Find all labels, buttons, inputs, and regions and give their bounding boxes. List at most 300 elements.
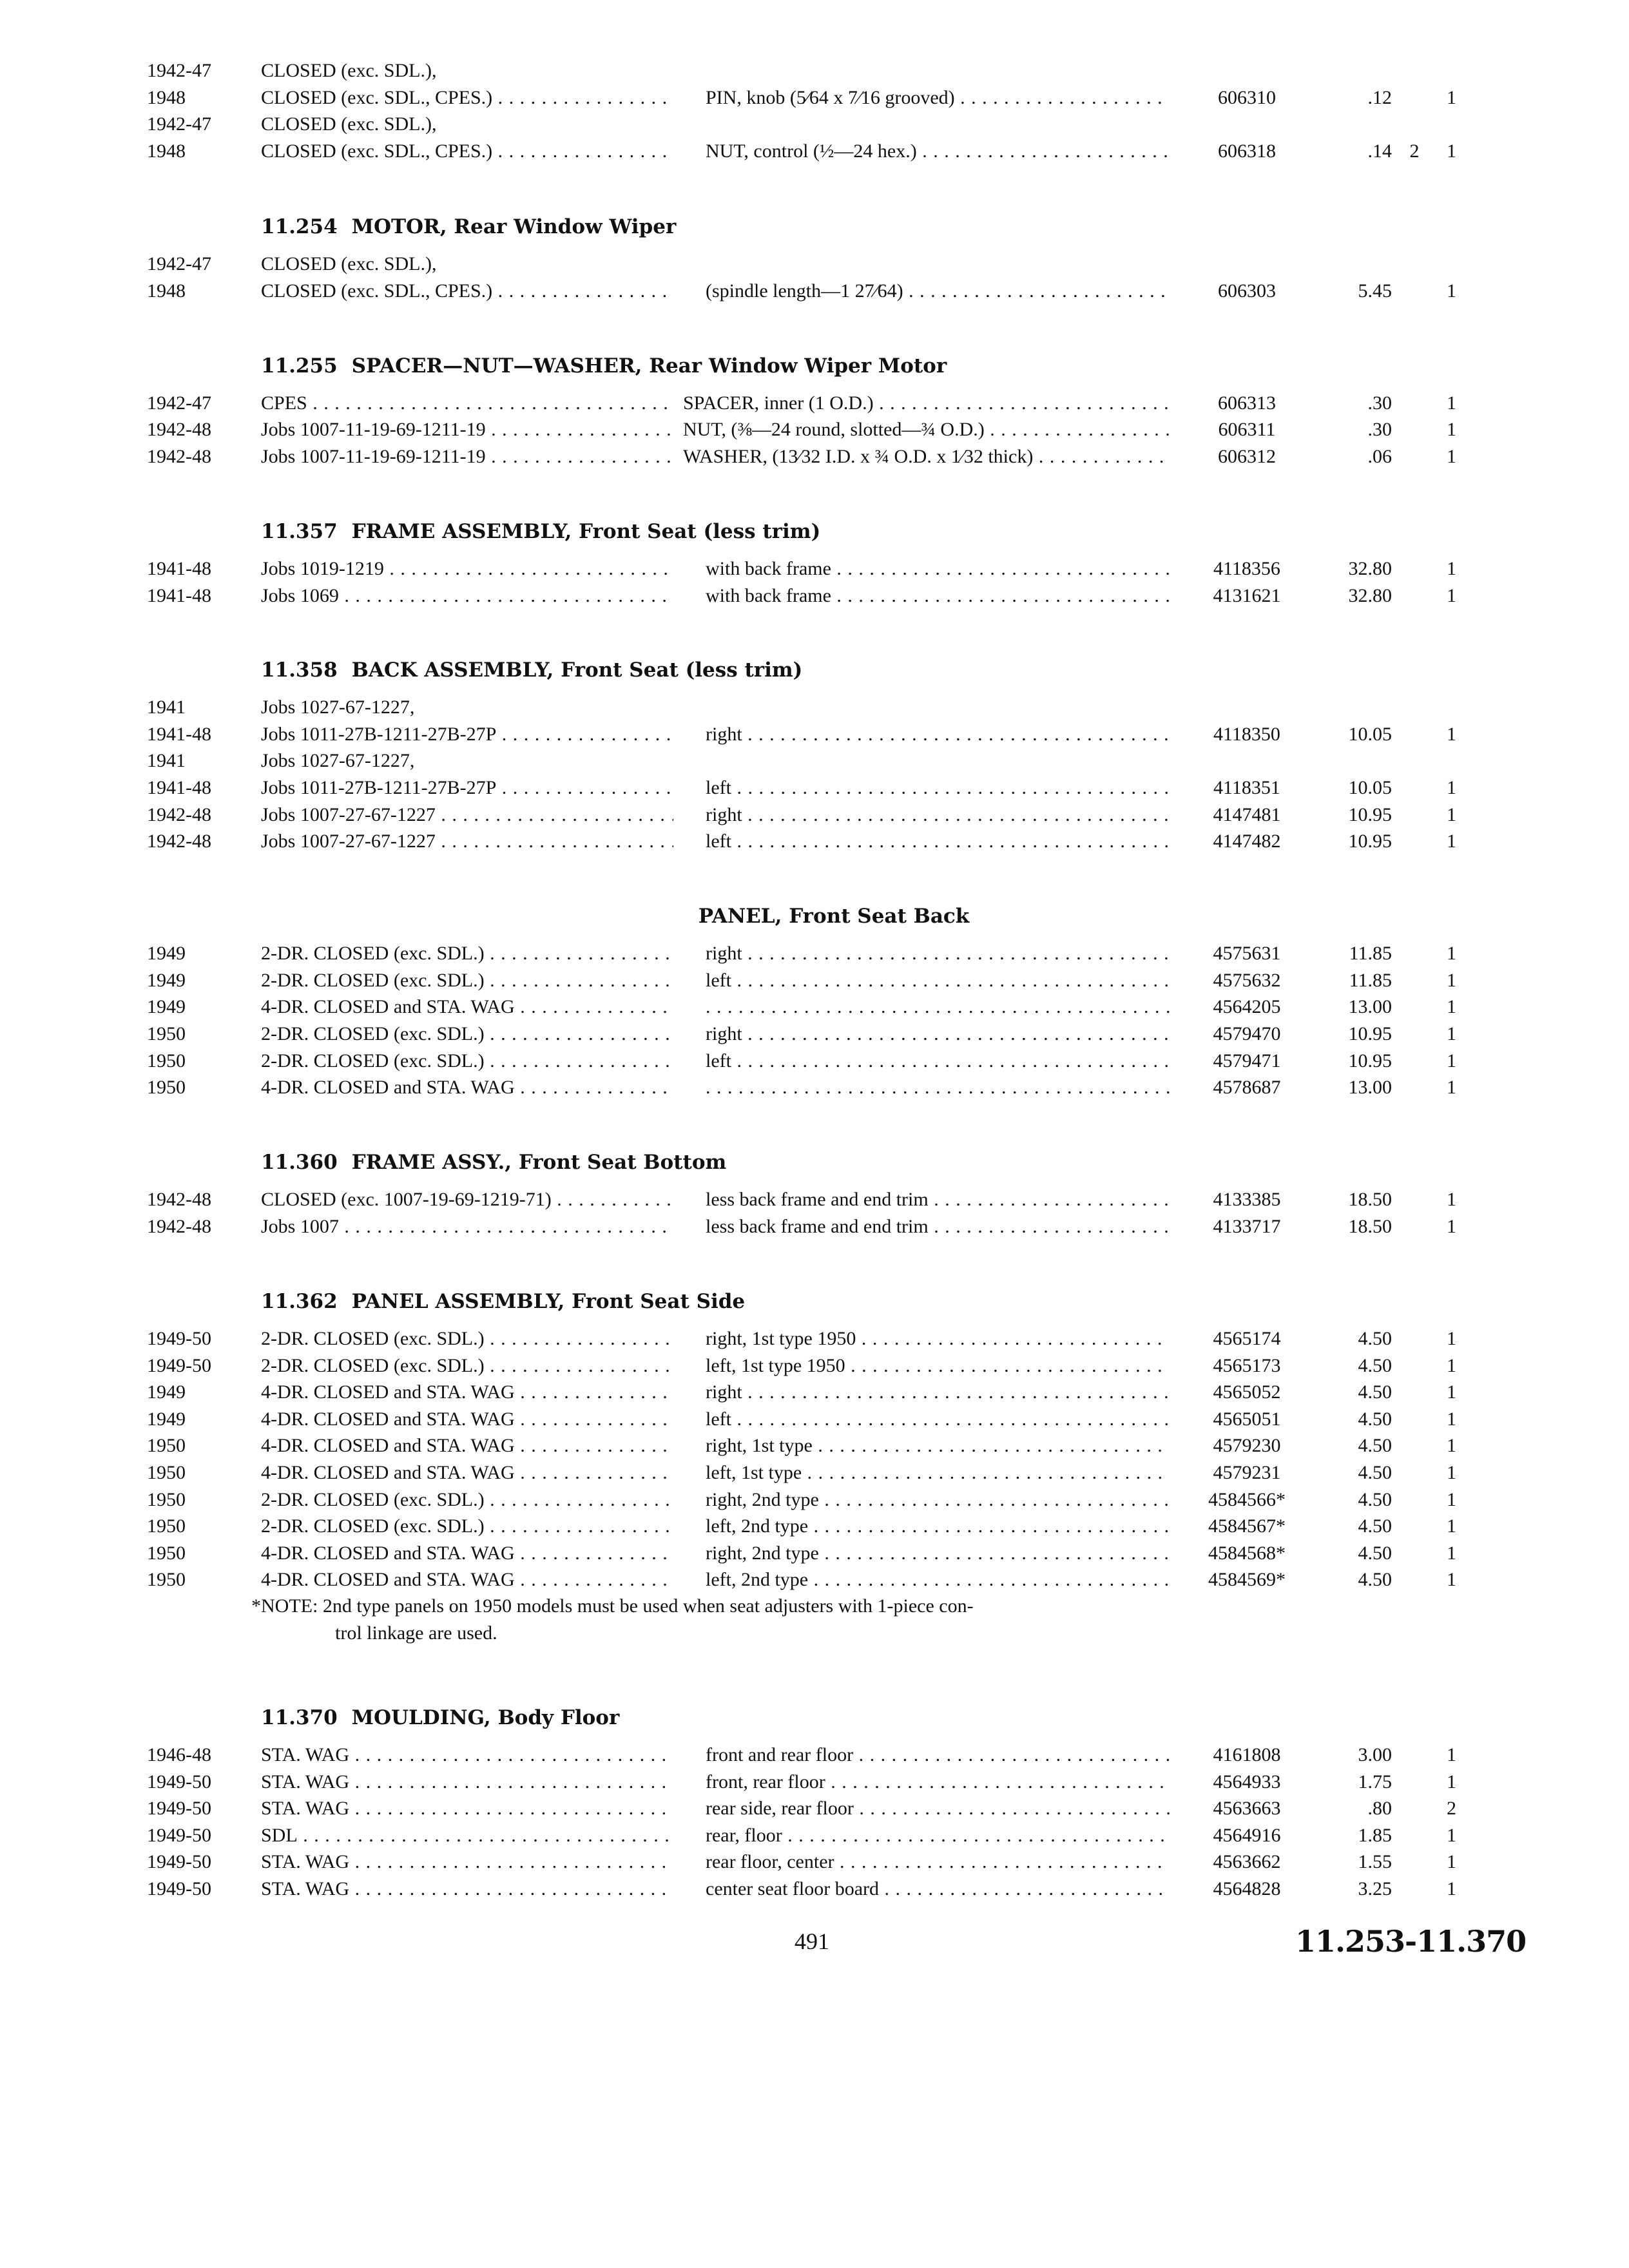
description-text: left, 1st type: [706, 1462, 802, 1483]
list-price-text: .12: [1367, 87, 1392, 108]
application: [261, 1459, 673, 1487]
model-year: [147, 1794, 211, 1823]
table-row: [0, 1566, 1629, 1594]
section-title: PANEL ASSEMBLY, Front Seat Side: [351, 1290, 746, 1313]
description-text: right: [706, 724, 742, 745]
model-year-text: 1942-48: [147, 419, 211, 440]
description-text: SPACER, inner (1 O.D.): [683, 392, 874, 414]
description-text: (spindle length—1 27⁄64): [706, 280, 903, 302]
table-row: [0, 1020, 1629, 1048]
quantity-b: [1437, 1020, 1466, 1048]
model-year: [147, 693, 186, 722]
list-price-text: 4.50: [1358, 1515, 1392, 1537]
application: [261, 1741, 673, 1769]
model-year-text: 1942-48: [147, 446, 211, 467]
description: [706, 827, 1170, 856]
description-text: with back frame: [706, 585, 831, 606]
model-year-text: 1946-48: [147, 1744, 211, 1765]
description-text: right: [706, 804, 742, 825]
description-text: right: [706, 943, 742, 964]
quantity-b: [1437, 993, 1466, 1021]
part-number-text: 4118351: [1213, 777, 1280, 798]
model-year-text: 1949: [147, 996, 186, 1017]
model-year: [147, 1325, 211, 1353]
model-year: [147, 1352, 211, 1380]
quantity-b-text: 1: [1447, 1489, 1456, 1510]
table-row: [0, 1352, 1629, 1380]
list-price: [1308, 1539, 1392, 1568]
application-text: CLOSED (exc. SDL., CPES.): [261, 280, 493, 302]
model-year-text: 1942-47: [147, 253, 211, 274]
table-row: [0, 1848, 1629, 1876]
quantity-b: [1437, 966, 1466, 995]
quantity-b: [1437, 137, 1466, 166]
part-number: [1195, 416, 1298, 444]
description-text: rear side, rear floor: [706, 1798, 854, 1819]
model-year: [147, 1213, 211, 1241]
list-price-text: 32.80: [1348, 585, 1392, 606]
part-number-text: 4564828: [1213, 1878, 1281, 1899]
quantity-b: [1437, 1848, 1466, 1876]
model-year: [147, 110, 211, 139]
description-text: right, 2nd type: [706, 1542, 819, 1564]
list-price: [1308, 1741, 1392, 1769]
table-row: [0, 966, 1629, 995]
quantity-b-text: 1: [1447, 1050, 1456, 1072]
model-year: [147, 1539, 186, 1568]
application-text: 2-DR. CLOSED (exc. SDL.): [261, 1489, 485, 1510]
model-year-text: 1941-48: [147, 777, 211, 798]
application-text: Jobs 1007-27-67-1227: [261, 804, 436, 825]
list-price-text: 4.50: [1358, 1489, 1392, 1510]
page-number: 491: [795, 1928, 829, 1954]
quantity-b-text: 1: [1447, 1542, 1456, 1564]
model-year: [147, 1768, 211, 1796]
description: [706, 1378, 1170, 1407]
section-heading: [261, 1704, 619, 1732]
description: [706, 966, 1170, 995]
part-number-text: 4578687: [1213, 1077, 1281, 1098]
quantity-b-text: 1: [1447, 996, 1456, 1017]
table-row: [0, 57, 1629, 85]
list-price-text: .30: [1367, 392, 1392, 414]
table-row: [0, 1512, 1629, 1541]
list-price-text: 1.75: [1358, 1771, 1392, 1792]
description-text: right, 1st type 1950: [706, 1328, 856, 1349]
model-year: [147, 1459, 186, 1487]
table-row: [0, 137, 1629, 166]
model-year-text: 1942-48: [147, 1216, 211, 1237]
application-text: Jobs 1007-27-67-1227: [261, 831, 436, 852]
description: [706, 1539, 1170, 1568]
model-year-text: 1942-47: [147, 60, 211, 81]
list-price: [1308, 416, 1392, 444]
list-price-text: 18.50: [1348, 1216, 1392, 1237]
application: [261, 250, 673, 278]
model-year-text: 1949-50: [147, 1825, 211, 1846]
application: [261, 1325, 673, 1353]
part-number: [1195, 1566, 1298, 1594]
section-title: SPACER—NUT—WASHER, Rear Window Wiper Motor: [351, 354, 947, 378]
part-number: [1195, 1486, 1298, 1514]
application-text: STA. WAG: [261, 1771, 350, 1792]
application: [261, 1405, 673, 1434]
description: [706, 582, 1170, 610]
part-number: [1195, 1213, 1298, 1241]
application: [261, 84, 673, 112]
model-year: [147, 389, 211, 418]
list-price: [1308, 1378, 1392, 1407]
list-price-text: 18.50: [1348, 1189, 1392, 1210]
part-number-text: 606312: [1218, 446, 1276, 467]
description: [706, 1821, 1170, 1850]
list-price: [1308, 443, 1392, 471]
table-row: [0, 993, 1629, 1021]
list-price-text: 13.00: [1348, 1077, 1392, 1098]
application: [261, 1020, 673, 1048]
description-text: rear, floor: [706, 1825, 782, 1846]
model-year-text: 1950: [147, 1435, 186, 1456]
table-row: [0, 110, 1629, 139]
description-text: right: [706, 1381, 742, 1403]
quantity-b: [1437, 1352, 1466, 1380]
model-year: [147, 443, 211, 471]
quantity-b: [1437, 1486, 1466, 1514]
table-row: [0, 1213, 1629, 1241]
description-text: left: [706, 1408, 731, 1430]
model-year-text: 1941-48: [147, 724, 211, 745]
section-number: 11.255: [261, 354, 338, 378]
application-text: CLOSED (exc. SDL.),: [261, 60, 437, 81]
list-price-text: 11.85: [1349, 970, 1392, 991]
section-number: 11.360: [261, 1151, 338, 1174]
section-heading: [261, 1287, 745, 1316]
section-heading: [261, 213, 676, 241]
quantity-b-text: 1: [1447, 1569, 1456, 1590]
description-text: left, 2nd type: [706, 1569, 809, 1590]
quantity-b-text: 1: [1447, 1189, 1456, 1210]
table-row: [0, 1821, 1629, 1850]
list-price-text: 4.50: [1358, 1542, 1392, 1564]
quantity-b-text: 1: [1447, 87, 1456, 108]
description: [706, 1213, 1170, 1241]
table-row: [0, 1047, 1629, 1075]
application-text: STA. WAG: [261, 1798, 350, 1819]
application-text: CLOSED (exc. SDL., CPES.): [261, 140, 493, 162]
list-price-text: 11.85: [1349, 943, 1392, 964]
model-year-text: 1950: [147, 1077, 186, 1098]
application: [261, 1352, 673, 1380]
model-year: [147, 939, 186, 968]
description-text: left: [706, 1050, 731, 1072]
quantity-b-text: 1: [1447, 1878, 1456, 1899]
quantity-b: [1437, 1047, 1466, 1075]
section-heading: [261, 1148, 726, 1177]
application-text: 4-DR. CLOSED and STA. WAG: [261, 1462, 515, 1483]
quantity-b-text: 1: [1447, 1077, 1456, 1098]
quantity-b: [1437, 389, 1466, 418]
quantity-b: [1437, 774, 1466, 802]
model-year-text: 1949-50: [147, 1355, 211, 1376]
application-text: SDL: [261, 1825, 298, 1846]
application: [261, 1047, 673, 1075]
part-number: [1195, 1405, 1298, 1434]
table-row: [0, 1073, 1629, 1102]
model-year-text: 1949-50: [147, 1878, 211, 1899]
part-number-text: 4575632: [1213, 970, 1281, 991]
quantity-b-text: 1: [1447, 1381, 1456, 1403]
part-number-text: 606310: [1218, 87, 1276, 108]
model-year: [147, 1821, 211, 1850]
application-text: STA. WAG: [261, 1851, 350, 1872]
model-year-text: 1950: [147, 1542, 186, 1564]
list-price: [1308, 966, 1392, 995]
application-text: 4-DR. CLOSED and STA. WAG: [261, 1542, 515, 1564]
list-price-text: 32.80: [1348, 558, 1392, 579]
section-number: 11.254: [261, 215, 338, 238]
model-year-text: 1949-50: [147, 1851, 211, 1872]
application-text: 2-DR. CLOSED (exc. SDL.): [261, 1328, 485, 1349]
table-row: [0, 389, 1629, 418]
model-year-text: 1950: [147, 1569, 186, 1590]
description: [706, 1432, 1170, 1460]
application-text: CLOSED (exc. 1007-19-69-1219-71): [261, 1189, 552, 1210]
application: [261, 443, 673, 471]
quantity-b: [1437, 443, 1466, 471]
part-number-text: 606318: [1218, 140, 1276, 162]
part-number: [1195, 277, 1298, 305]
application: [261, 57, 673, 85]
description: [706, 1794, 1170, 1823]
quantity-b: [1437, 827, 1466, 856]
section-heading: [261, 352, 947, 380]
quantity-b-text: 1: [1447, 558, 1456, 579]
section-title: MOULDING, Body Floor: [351, 1706, 620, 1729]
quantity-b-text: 1: [1447, 1851, 1456, 1872]
quantity-b-text: 1: [1447, 419, 1456, 440]
description-text: center seat floor board: [706, 1878, 880, 1899]
description-text: left: [706, 831, 731, 852]
quantity-b-text: 1: [1447, 1435, 1456, 1456]
application-text: Jobs 1007-11-19-69-1211-19: [261, 446, 486, 467]
model-year: [147, 774, 211, 802]
part-number: [1195, 1539, 1298, 1568]
part-number: [1195, 720, 1298, 749]
quantity-b-text: 1: [1447, 831, 1456, 852]
part-number: [1195, 1352, 1298, 1380]
part-number: [1195, 774, 1298, 802]
list-price-text: .14: [1367, 140, 1392, 162]
list-price-text: .06: [1367, 446, 1392, 467]
list-price: [1308, 1432, 1392, 1460]
description: [706, 555, 1170, 583]
description-text: with back frame: [706, 558, 831, 579]
table-row: [0, 827, 1629, 856]
part-number: [1195, 1848, 1298, 1876]
quantity-b: [1437, 720, 1466, 749]
part-number-text: 4579470: [1213, 1023, 1281, 1044]
description: [706, 1459, 1170, 1487]
model-year-text: 1949: [147, 970, 186, 991]
quantity-b: [1437, 801, 1466, 829]
application: [261, 1848, 673, 1876]
list-price: [1308, 1794, 1392, 1823]
table-row: [0, 1432, 1629, 1460]
table-row: [0, 416, 1629, 444]
part-number: [1195, 1459, 1298, 1487]
list-price-text: 4.50: [1358, 1435, 1392, 1456]
list-price: [1308, 1875, 1392, 1903]
list-price-text: 13.00: [1348, 996, 1392, 1017]
part-number: [1195, 582, 1298, 610]
part-number-text: 4565052: [1213, 1381, 1281, 1403]
application: [261, 1794, 673, 1823]
application-text: Jobs 1027-67-1227,: [261, 697, 415, 718]
application-text: Jobs 1007-11-19-69-1211-19: [261, 419, 486, 440]
model-year-text: 1950: [147, 1050, 186, 1072]
application: [261, 1486, 673, 1514]
part-number-text: 4584567*: [1208, 1515, 1286, 1537]
list-price-text: 4.50: [1358, 1381, 1392, 1403]
list-price-text: 3.25: [1358, 1878, 1392, 1899]
description: [706, 137, 1170, 166]
quantity-b-text: 1: [1447, 392, 1456, 414]
list-price: [1308, 1768, 1392, 1796]
quantity-b-text: 1: [1447, 1408, 1456, 1430]
model-year: [147, 1512, 186, 1541]
part-number: [1195, 1875, 1298, 1903]
part-number-text: 606313: [1218, 392, 1276, 414]
part-number-text: 606303: [1218, 280, 1276, 302]
part-number-text: 4584569*: [1208, 1569, 1286, 1590]
application-text: 2-DR. CLOSED (exc. SDL.): [261, 1355, 485, 1376]
model-year-text: 1948: [147, 280, 186, 302]
quantity-b: [1437, 1405, 1466, 1434]
list-price: [1308, 1459, 1392, 1487]
description-text: rear floor, center: [706, 1851, 834, 1872]
part-number: [1195, 801, 1298, 829]
model-year-text: 1942-48: [147, 804, 211, 825]
section-title: FRAME ASSEMBLY, Front Seat (less trim): [351, 520, 821, 543]
table-row: [0, 443, 1629, 471]
list-price: [1308, 1213, 1392, 1241]
quantity-b: [1437, 1186, 1466, 1214]
section-number: 11.362: [261, 1290, 338, 1313]
model-year: [147, 137, 186, 166]
application-text: 2-DR. CLOSED (exc. SDL.): [261, 1023, 485, 1044]
quantity-b-text: 1: [1447, 777, 1456, 798]
model-year: [147, 57, 211, 85]
list-price-text: 10.95: [1348, 831, 1392, 852]
list-price: [1308, 1073, 1392, 1102]
description: [706, 1566, 1170, 1594]
model-year-text: 1949: [147, 1381, 186, 1403]
quantity-b: [1437, 1213, 1466, 1241]
model-year-text: 1949: [147, 943, 186, 964]
application: [261, 1073, 673, 1102]
part-number-text: 4147481: [1213, 804, 1281, 825]
section-number: 11.370: [261, 1706, 338, 1729]
table-row: [0, 1459, 1629, 1487]
application-text: 2-DR. CLOSED (exc. SDL.): [261, 943, 485, 964]
description: [706, 1768, 1170, 1796]
application-text: CPES: [261, 392, 307, 414]
model-year-text: 1941-48: [147, 585, 211, 606]
part-number-text: 4564205: [1213, 996, 1281, 1017]
description-text: right: [706, 1023, 742, 1044]
application-text: 4-DR. CLOSED and STA. WAG: [261, 996, 515, 1017]
application: [261, 747, 673, 775]
list-price: [1308, 1325, 1392, 1353]
part-number: [1195, 443, 1298, 471]
quantity-b-text: 1: [1447, 1216, 1456, 1237]
quantity-b-text: 1: [1447, 1355, 1456, 1376]
quantity-b-text: 1: [1447, 804, 1456, 825]
model-year-text: 1942-48: [147, 831, 211, 852]
list-price-text: 10.95: [1348, 1023, 1392, 1044]
model-year: [147, 555, 211, 583]
table-row: [0, 1768, 1629, 1796]
section-heading: [0, 902, 1629, 930]
application-text: CLOSED (exc. SDL., CPES.): [261, 87, 493, 108]
quantity-b-text: 1: [1447, 1023, 1456, 1044]
list-price: [1308, 1486, 1392, 1514]
quantity-b-text: 1: [1447, 1462, 1456, 1483]
list-price: [1308, 1566, 1392, 1594]
description: [706, 1848, 1170, 1876]
list-price: [1308, 1020, 1392, 1048]
list-price: [1308, 939, 1392, 968]
table-row: [0, 1486, 1629, 1514]
description: [706, 720, 1170, 749]
description-text: NUT, control (½—24 hex.): [706, 140, 917, 162]
application: [261, 389, 673, 418]
part-number-text: 4565173: [1213, 1355, 1281, 1376]
quantity-b: [1437, 1512, 1466, 1541]
quantity-b: [1437, 582, 1466, 610]
quantity-b-text: 1: [1447, 1771, 1456, 1792]
application: [261, 555, 673, 583]
quantity-b-text: 1: [1447, 1515, 1456, 1537]
section-title: PANEL, Front Seat Back: [698, 905, 970, 928]
description: [706, 1741, 1170, 1769]
table-row: [0, 1875, 1629, 1903]
part-number-text: 4584568*: [1208, 1542, 1286, 1564]
model-year-text: 1948: [147, 87, 186, 108]
quantity-b: [1437, 1566, 1466, 1594]
part-number-text: 4133717: [1213, 1216, 1281, 1237]
footnote-continuation: trol linkage are used.: [335, 1622, 497, 1644]
quantity-b-text: 1: [1447, 1328, 1456, 1349]
model-year: [147, 827, 211, 856]
description: [706, 1186, 1170, 1214]
description: [706, 801, 1170, 829]
description: [706, 1073, 1170, 1102]
model-year: [147, 84, 186, 112]
part-number-text: 4575631: [1213, 943, 1281, 964]
part-number-text: 4118356: [1213, 558, 1280, 579]
table-row: [0, 84, 1629, 112]
model-year: [147, 1566, 186, 1594]
quantity-b-text: 1: [1447, 1744, 1456, 1765]
model-year: [147, 1848, 211, 1876]
description: [706, 1486, 1170, 1514]
list-price: [1308, 801, 1392, 829]
description-text: right, 2nd type: [706, 1489, 819, 1510]
list-price-text: 5.45: [1358, 280, 1392, 302]
list-price: [1308, 1047, 1392, 1075]
application: [261, 1512, 673, 1541]
